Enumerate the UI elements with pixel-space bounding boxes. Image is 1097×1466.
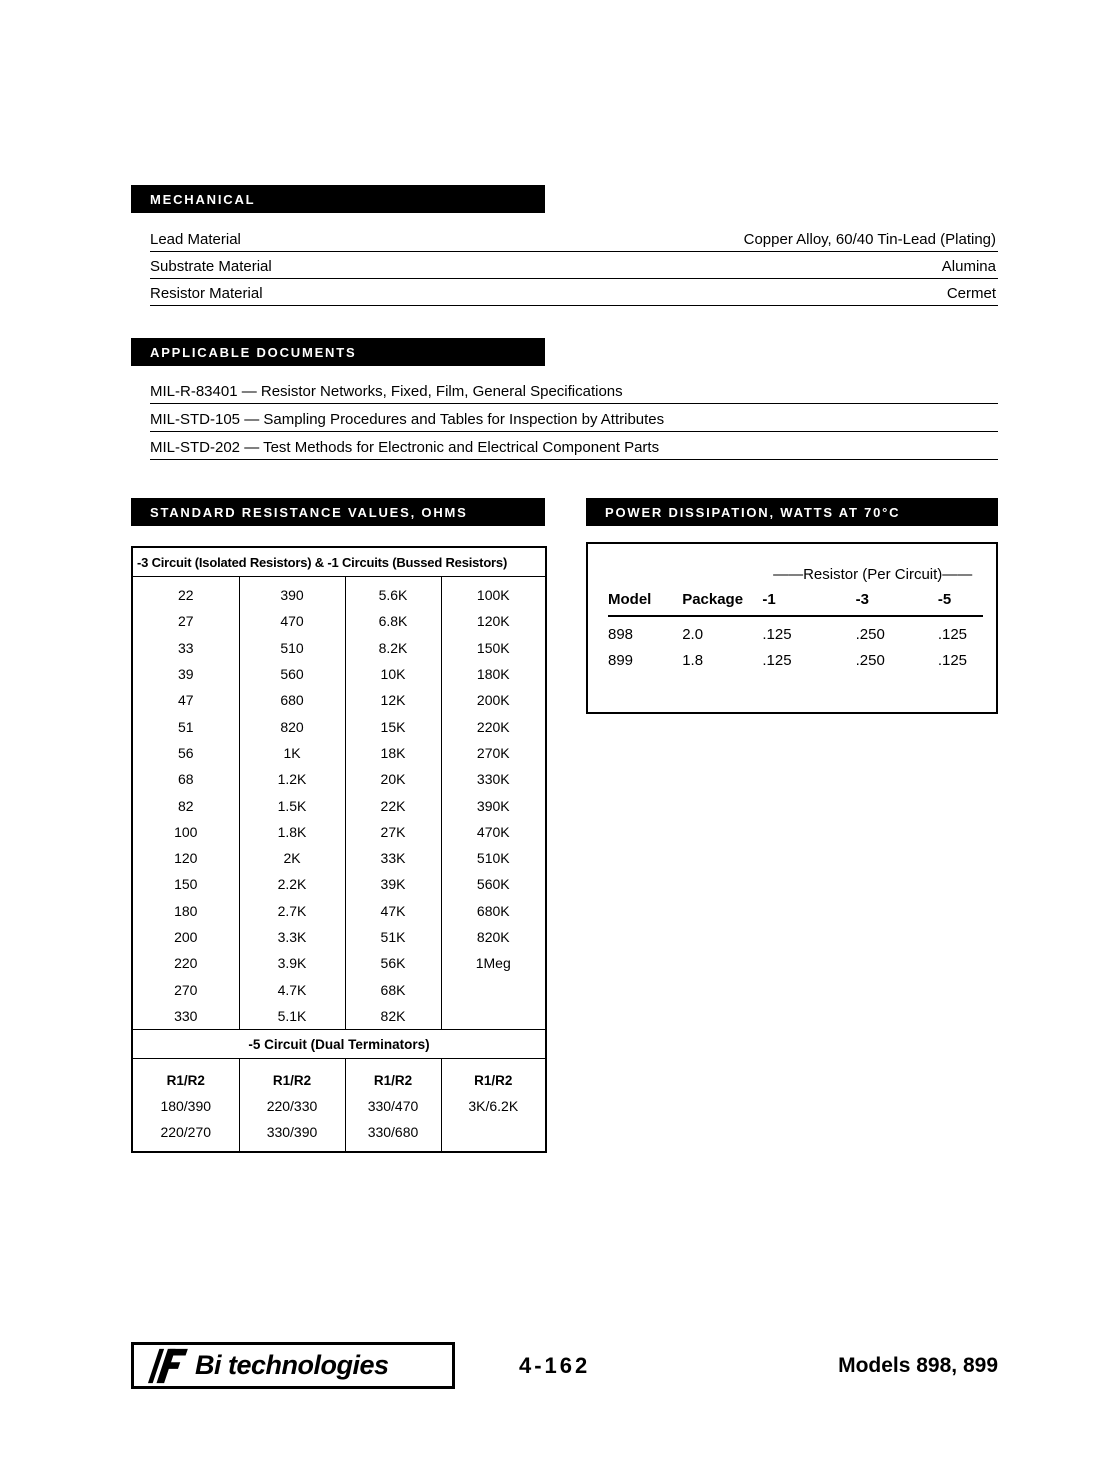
- power-table-head: [608, 591, 983, 616]
- resistance-cell: 1.2K: [239, 766, 345, 792]
- resistance-row: [132, 577, 546, 609]
- resistance-cell: 120: [174, 850, 198, 867]
- resistance-cell: 820K: [441, 924, 546, 950]
- documents-header: APPLICABLE DOCUMENTS: [131, 338, 545, 366]
- power-cell: .125: [937, 626, 968, 643]
- resistance-table: [131, 546, 547, 1153]
- power-span-header-row: [608, 566, 983, 591]
- power-row: [608, 643, 983, 669]
- resistance-cell: 680K: [441, 898, 546, 924]
- resistance-cell: 560K: [441, 871, 546, 897]
- spec-label: Substrate Material: [150, 258, 272, 275]
- resistance-cell: 47K: [345, 898, 441, 924]
- spec-label: Resistor Material: [150, 285, 263, 302]
- power-cell: .250: [855, 652, 885, 669]
- power-row: [608, 616, 983, 643]
- resistance-row: [132, 608, 546, 634]
- resistance-cell: 4.7K: [239, 976, 345, 1002]
- power-cell: .125: [937, 652, 968, 669]
- mechanical-rows: [150, 225, 998, 306]
- spec-row: [150, 225, 998, 252]
- document-item: MIL-R-83401 — Resistor Networks, Fixed, Film, General Specifications: [150, 376, 998, 404]
- resistance-cell: 180K: [441, 661, 546, 687]
- resistance-row: [132, 976, 546, 1002]
- resistance-cell: 33: [177, 639, 194, 656]
- power-column-header: -5: [938, 591, 983, 616]
- resistance-cell: 47: [177, 692, 194, 709]
- lower-two-column-area: [131, 498, 998, 1153]
- resistance-cell: 82K: [345, 1003, 441, 1030]
- resistance-cell: 39K: [345, 871, 441, 897]
- resistance-cell: 270K: [441, 740, 546, 766]
- power-column-header: Model: [608, 591, 682, 616]
- resistance-cell: 390K: [441, 792, 546, 818]
- power-section: [586, 498, 998, 1153]
- resistance-cell: 56: [177, 744, 194, 761]
- power-cell: 899: [608, 652, 634, 669]
- resistance-table-title-row: [132, 547, 546, 577]
- power-cell: 898: [608, 626, 634, 643]
- resistance-cell: [441, 1003, 546, 1030]
- resistance-grid: [132, 577, 546, 1030]
- mechanical-header: MECHANICAL: [131, 185, 545, 213]
- dual-cell: 220/270: [160, 1124, 212, 1141]
- resistance-cell: 390: [239, 577, 345, 609]
- resistance-cell: 1.5K: [239, 792, 345, 818]
- resistance-cell: 510: [239, 635, 345, 661]
- dual-header-cell: R1/R2: [239, 1059, 345, 1094]
- resistance-row: [132, 819, 546, 845]
- dual-cell: 180/390: [160, 1098, 212, 1115]
- resistance-row: [132, 1003, 546, 1030]
- spec-row: [150, 279, 998, 306]
- resistance-cell: 200: [174, 929, 198, 945]
- resistance-row: [132, 845, 546, 871]
- resistance-cell: 20K: [345, 766, 441, 792]
- resistance-row: [132, 924, 546, 950]
- resistance-cell: 18K: [345, 740, 441, 766]
- document-rows: [150, 376, 998, 460]
- resistance-cell: 560: [239, 661, 345, 687]
- resistance-cell: 470: [239, 608, 345, 634]
- resistance-cell: 470K: [441, 819, 546, 845]
- resistance-cell: 3.9K: [239, 950, 345, 976]
- spec-label: Lead Material: [150, 231, 241, 248]
- resistance-cell: 1Meg: [441, 950, 546, 976]
- dual-cell: [441, 1119, 546, 1152]
- resistance-cell: 5.1K: [239, 1003, 345, 1030]
- resistance-section: [131, 498, 545, 1153]
- document-item: MIL-STD-202 — Test Methods for Electronic and Electrical Component Parts: [150, 432, 998, 460]
- power-cell: .125: [762, 626, 792, 643]
- resistance-row: [132, 766, 546, 792]
- documents-section: [131, 338, 998, 460]
- dual-cell: 3K/6.2K: [441, 1093, 546, 1119]
- dual-header-row: [132, 1059, 546, 1094]
- resistance-cell: 10K: [345, 661, 441, 687]
- dual-terminator-title-row: [132, 1030, 546, 1059]
- resistance-row: [132, 687, 546, 713]
- resistance-cell: 820: [239, 713, 345, 739]
- resistance-cell: 220K: [441, 713, 546, 739]
- dual-terminator-title: -5 Circuit (Dual Terminators): [132, 1030, 546, 1059]
- resistance-row: [132, 898, 546, 924]
- dual-header-cell: R1/R2: [441, 1059, 546, 1094]
- dual-header-cell: R1/R2: [345, 1059, 441, 1094]
- power-cell: 2.0: [682, 626, 704, 643]
- resistance-cell: 68: [177, 771, 194, 788]
- mechanical-section: [131, 185, 998, 306]
- power-cell: 1.8: [682, 652, 704, 669]
- power-span-spacer: [608, 566, 762, 591]
- resistance-cell: 33K: [345, 845, 441, 871]
- resistance-cell: 1.8K: [239, 819, 345, 845]
- power-table-body: [608, 616, 983, 669]
- resistance-cell: 2.2K: [239, 871, 345, 897]
- resistance-cell: 51: [177, 718, 194, 735]
- power-header: POWER DISSIPATION, WATTS AT 70°C: [586, 498, 998, 526]
- resistance-cell: 27: [177, 613, 194, 630]
- dual-terminator-grid: [132, 1059, 546, 1153]
- resistance-row: [132, 740, 546, 766]
- resistance-cell: 6.8K: [345, 608, 441, 634]
- resistance-row: [132, 661, 546, 687]
- dual-row: [132, 1119, 546, 1152]
- spec-value: Cermet: [946, 285, 996, 302]
- bi-logo-icon: [143, 1347, 189, 1385]
- power-column-header: -1: [762, 591, 855, 616]
- dual-cell: 220/330: [239, 1093, 345, 1119]
- page-footer: [131, 1342, 998, 1389]
- resistance-cell: 1K: [239, 740, 345, 766]
- resistance-cell: 680: [239, 687, 345, 713]
- resistance-row: [132, 871, 546, 897]
- resistance-cell: 39: [177, 666, 194, 683]
- resistance-cell: 100: [174, 823, 198, 840]
- power-column-header: -3: [856, 591, 938, 616]
- spec-value: Alumina: [941, 258, 996, 275]
- resistance-cell: 3.3K: [239, 924, 345, 950]
- dual-cell: 330/390: [239, 1119, 345, 1152]
- resistance-cell: 180: [174, 902, 198, 919]
- resistance-table-title: -3 Circuit (Isolated Resistors) & -1 Circuits (Bussed Resistors): [132, 547, 546, 577]
- resistance-row: [132, 635, 546, 661]
- page-content: [131, 185, 998, 1153]
- resistance-row: [132, 950, 546, 976]
- spec-value: Copper Alloy, 60/40 Tin-Lead (Plating): [743, 231, 996, 248]
- resistance-cell: 2.7K: [239, 898, 345, 924]
- resistance-cell: 150: [174, 876, 198, 893]
- resistance-cell: 27K: [345, 819, 441, 845]
- dual-cell: 330/470: [345, 1093, 441, 1119]
- resistance-cell: 22: [177, 587, 194, 604]
- resistance-cell: 330K: [441, 766, 546, 792]
- power-box: [586, 542, 998, 714]
- resistance-cell: 2K: [239, 845, 345, 871]
- dual-row: [132, 1093, 546, 1119]
- power-cell: .125: [762, 652, 792, 669]
- power-header-row: [608, 591, 983, 616]
- resistance-cell: 220: [174, 955, 198, 972]
- page-number: 4-162: [519, 1352, 591, 1378]
- power-column-header: Package: [682, 591, 762, 616]
- resistance-cell: 56K: [345, 950, 441, 976]
- resistance-cell: 51K: [345, 924, 441, 950]
- resistance-cell: 22K: [345, 792, 441, 818]
- models-label: Models 898, 899: [838, 1353, 998, 1377]
- resistance-cell: 8.2K: [345, 635, 441, 661]
- resistance-cell: 68K: [345, 976, 441, 1002]
- resistance-cell: 150K: [441, 635, 546, 661]
- logo-box: [131, 1342, 455, 1389]
- power-span-header: ——Resistor (Per Circuit)——: [773, 566, 973, 583]
- dual-cell: 330/680: [345, 1119, 441, 1152]
- document-item: MIL-STD-105 — Sampling Procedures and Tables for Inspection by Attributes: [150, 404, 998, 432]
- dual-header-cell: R1/R2: [166, 1073, 205, 1089]
- power-table: [608, 566, 983, 669]
- resistance-cell: 100K: [441, 577, 546, 609]
- resistance-row: [132, 713, 546, 739]
- resistance-cell: 200K: [441, 687, 546, 713]
- resistance-cell: 510K: [441, 845, 546, 871]
- brand-name: Bi technologies: [195, 1350, 389, 1380]
- resistance-row: [132, 792, 546, 818]
- spec-row: [150, 252, 998, 279]
- resistance-cell: 12K: [345, 687, 441, 713]
- resistance-cell: 330: [174, 1007, 198, 1024]
- resistance-header: STANDARD RESISTANCE VALUES, OHMS: [131, 498, 545, 526]
- resistance-cell: 270: [174, 981, 198, 998]
- resistance-cell: 15K: [345, 713, 441, 739]
- resistance-cell: 120K: [441, 608, 546, 634]
- resistance-cell: [441, 976, 546, 1002]
- resistance-cell: 5.6K: [345, 577, 441, 609]
- resistance-cell: 82: [177, 797, 194, 814]
- power-cell: .250: [855, 626, 885, 643]
